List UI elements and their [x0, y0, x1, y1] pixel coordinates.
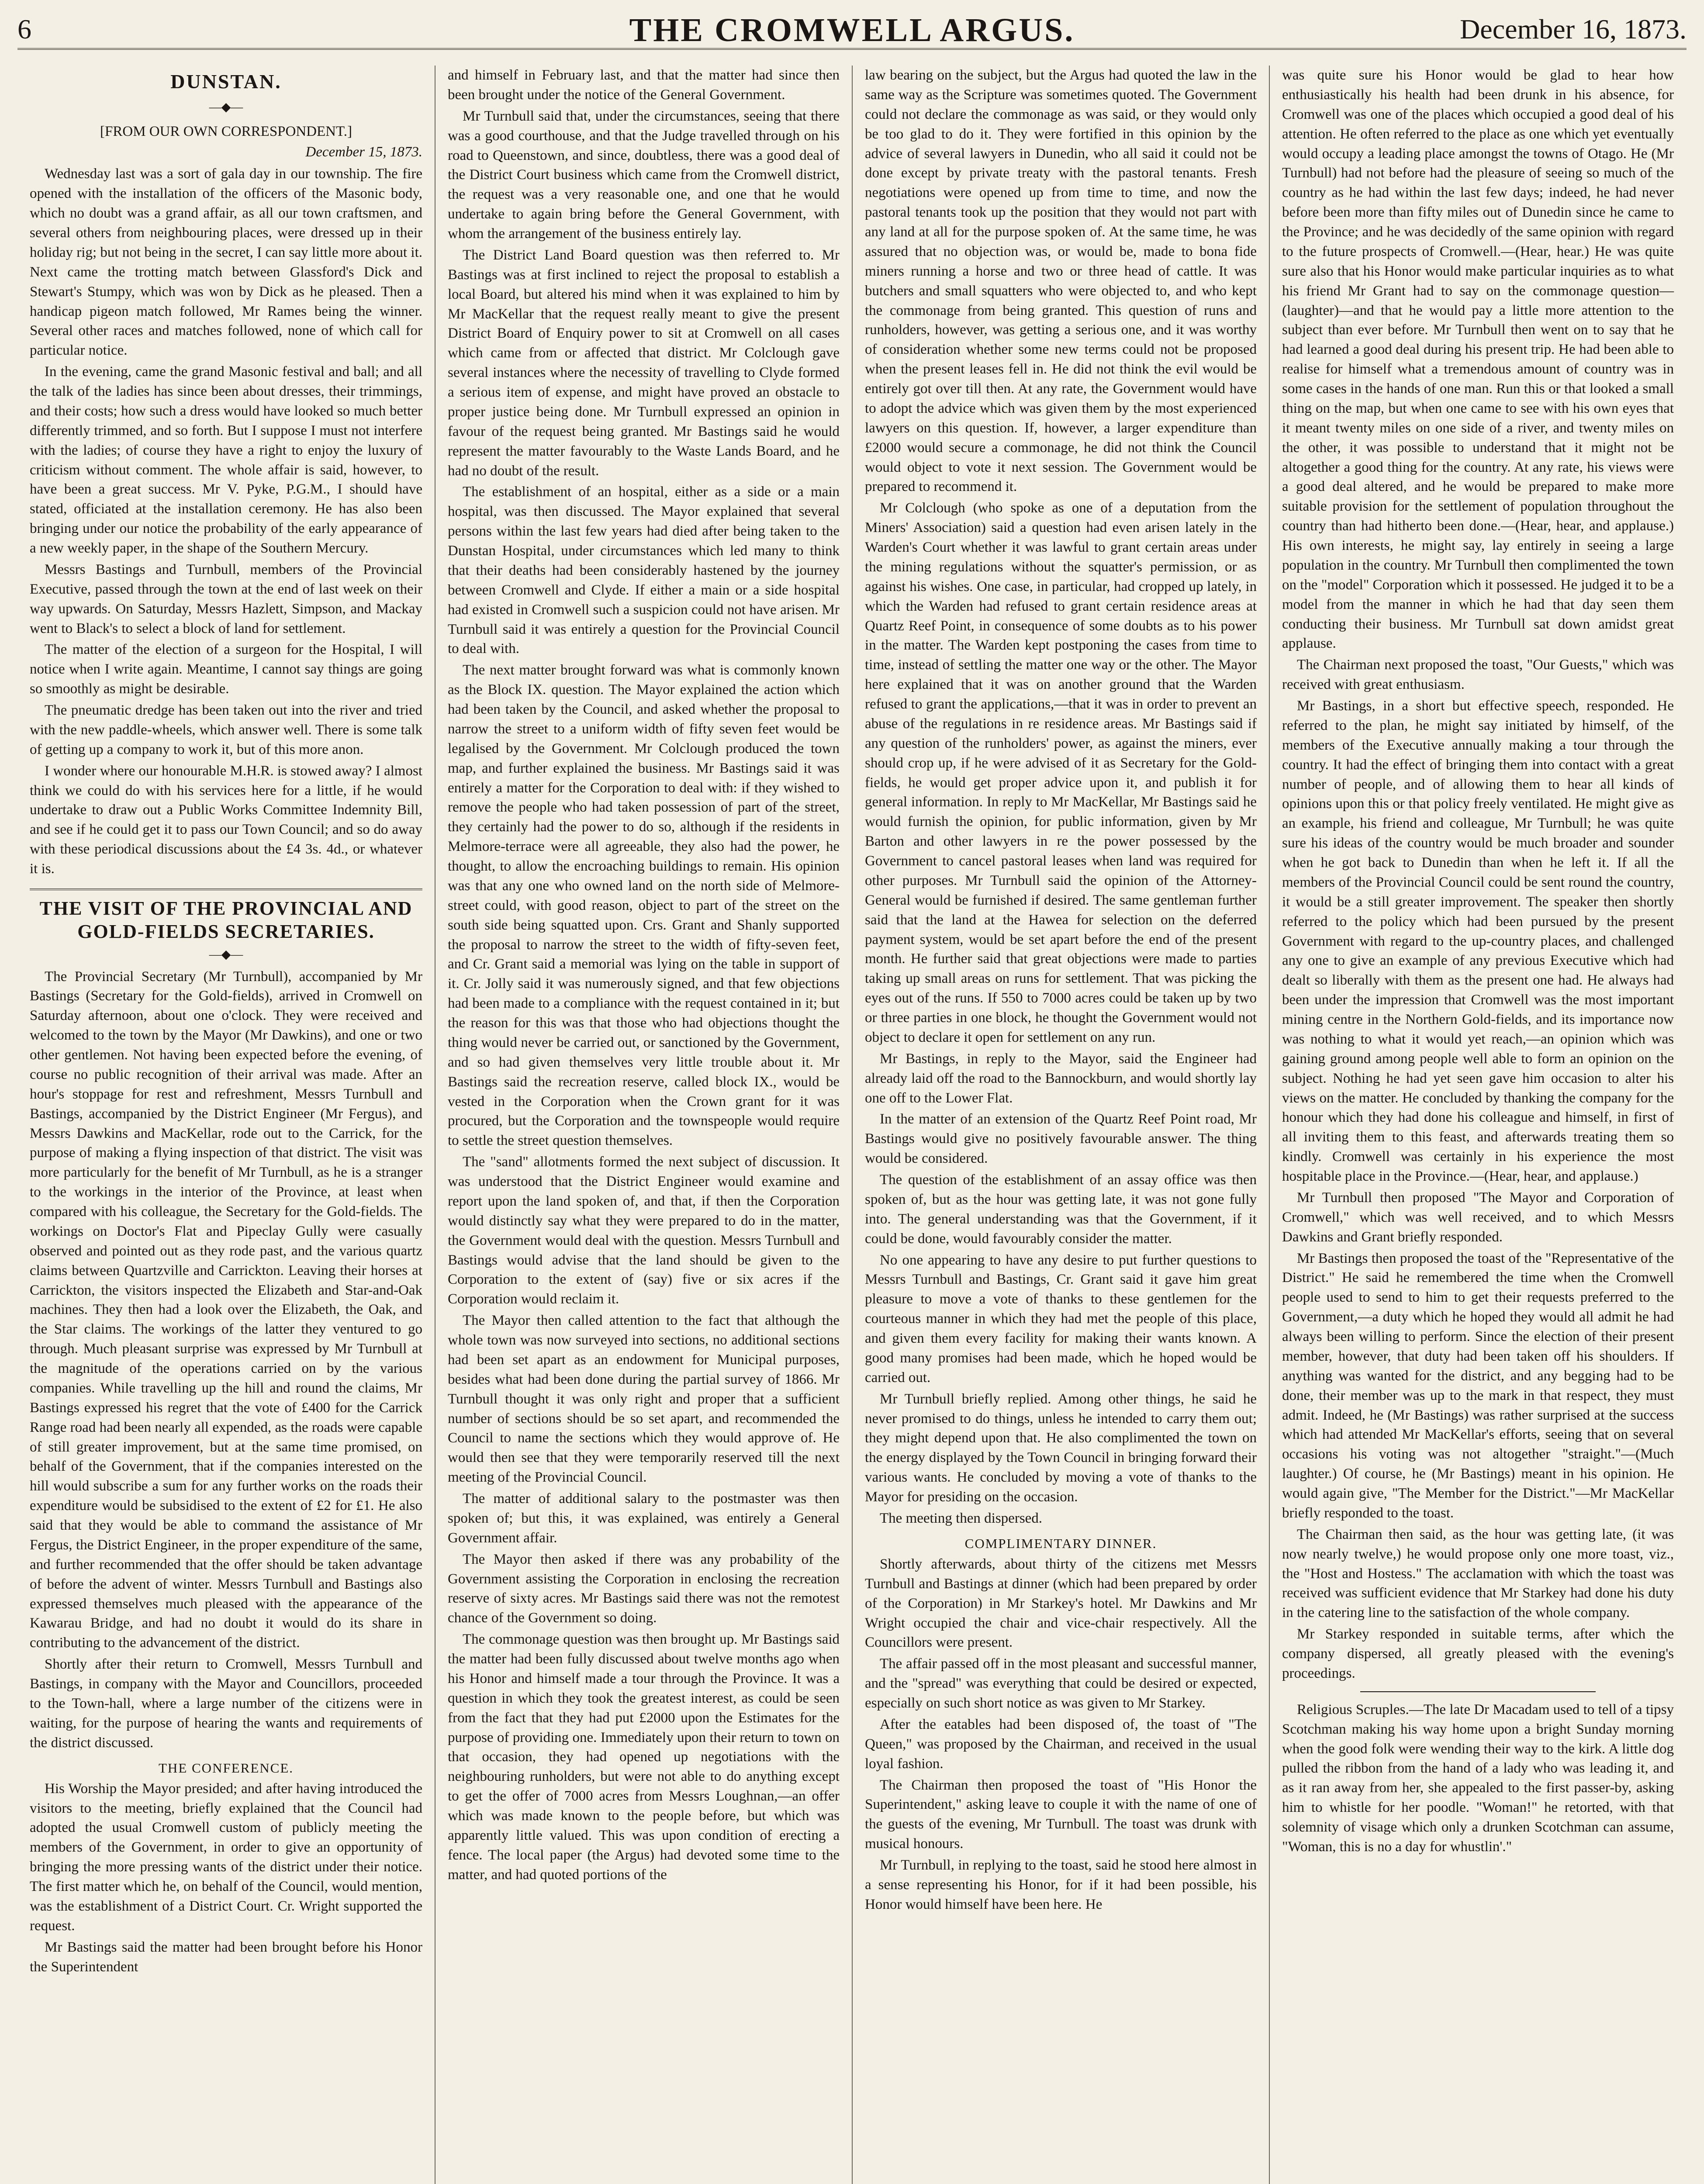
article-paragraph: The next matter brought forward was what is commonly known as the Block IX. question. The Mayor explained the action which had been taken by the Council, and asked whether the proposal to narrow the street to a uniform width of fifty seven feet would be legalised by the Government. Mr Colclough produced the town map, and further explained the business. Mr Bastings said it was entirely a matter for the Corporation to deal with: if they wished to remove the people who had taken possession of part of the street, they certainly had the power to do so, although if the residents in Melmore-terrace were all agreeable, they also had the power, he thought, to allow the encroaching buildings to remain. His opinion was that any one who owned land on the north side of Melmore-street could, with good reason, object to part of the street on the south side being squatted upon. Crs. Grant and Shanly supported the proposal to narrow the street to the width of fifty-seven feet, and Cr. Grant said a memorial was lying on the table in support of it. Cr. Jolly said it was numerously signed, and that few objections had been made to a compliance with the request contained in it; but the reason for this was that those who had objections thought the thing would never be carried out, or sanctioned by the Government, and so had given themselves very little trouble about it. Mr Bastings said the recreation reserve, called block IX., would be vested in the Corporation when the Crown grant for it was procured, but the Corporation and the townspeople would require to settle the street question themselves.	[448, 662, 840, 1149]
article-paragraph: law bearing on the subject, but the Argus had quoted the law in the same way as the Scripture was sometimes quoted. The Government could not declare the commonage as was said, or they would only be too glad to do it. They were fortified in this opinion by the advice of several lawyers in Dunedin, who all said it could not be done except by private treaty with the pastoral tenants. Fresh negotiations were opened up from time to time, and now the pastoral tenants took up the position that they would not part with any land at all for the purpose spoken of. At the same time, he was assured that no objection was, or would be, made to bona fide miners running a horse and two or three head of cattle. It was butchers and small squatters who were objected to, and who kept the commonage from being granted. This question of runs and runholders, however, was getting a serious one, and it was worthy of consideration whether some new terms could not be proposed when the present leases fell in. He did not think the evil would be entirely got over till then. At any rate, the Government would have to adopt the advice which was given them by the most experienced lawyers on this question. If, however, a larger expenditure than £2000 would secure a commonage, he did not think the Council would object to vote it next session. The Government would be prepared to recommend it.	[865, 67, 1257, 495]
column-2	[435, 66, 852, 2184]
section-divider	[1360, 1691, 1595, 1692]
article-paragraph: The pneumatic dredge has been taken out into the river and tried with the new paddle-wheels, which answer well. There is some talk of getting up a company to work it, but of this more anon.	[30, 702, 422, 757]
dunstan-heading: DUNSTAN.	[170, 70, 282, 93]
article-paragraph: and himself in February last, and that the matter had since then been brought under the notice of the General Government.	[448, 67, 840, 103]
article-paragraph: Mr Turnbull, in replying to the toast, said he stood here almost in a sense representing his Honor, for if it had been possible, his Honor would himself have been here. He	[865, 1857, 1257, 1912]
article-paragraph: Mr Starkey responded in suitable terms, after which the company dispersed, all greatly pleased with the evening's proceedings.	[1282, 1626, 1674, 1681]
newspaper-columns	[17, 66, 1687, 2184]
issue-date: December 16, 1873.	[1460, 14, 1687, 45]
byline: [FROM OUR OWN CORRESPONDENT.]	[100, 123, 352, 139]
dinner-subheading: COMPLIMENTARY DINNER.	[964, 1535, 1157, 1551]
conference-subheading: THE CONFERENCE.	[159, 1760, 294, 1776]
article-paragraph: Mr Turnbull then proposed "The Mayor and Corporation of Cromwell," which was well received, and to which Messrs Dawkins and Grant briefly responded.	[1282, 1189, 1674, 1245]
column-1	[17, 66, 435, 2184]
ornament-divider: —◆—	[209, 100, 243, 114]
section-divider	[30, 888, 422, 890]
article-paragraph: Mr Bastings, in a short but effective speech, responded. He referred to the plan, he might say initiated by himself, of the members of the Executive annually making a tour through the country. It had the effect of bringing them into contact with a great number of people, and of allowing them to hear all kinds of opinions upon this or that policy freely ventilated. He might give as an example, his friend and colleague, Mr Turnbull; he was quite sure his ideas of the country would be much broader and sounder when he got back to Dunedin than when he left it. If all the members of the Provincial Council could be sent round the country, it would be a still greater improvement. The speaker then shortly referred to the policy which had been pursued by the present Government with regard to the up-country places, and challenged any one to give an example of any previous Executive which had dealt so liberally with them as the present one had. He always had been under the impression that Cromwell was the most important mining centre in the Northern Gold-fields, and its importance now was nothing to what it would yet reach,—an opinion which was gaining ground among people well able to form an opinion on the subject. Nothing he had yet seen gave him occasion to alter his views on the matter. He concluded by thanking the company for the honour which they had done his colleague and himself, in first of all inviting them to this feast, and afterwards treating them so kindly. Cromwell was certainly in his experience the most hospitable place in the Province.—(Hear, hear, and applause.)	[1282, 698, 1674, 1184]
article-paragraph: Messrs Bastings and Turnbull, members of the Provincial Executive, passed through the town at the end of last week on their way upwards. On Saturday, Messrs Hazlett, Simpson, and Mackay went to Black's to select a block of land for settlement.	[30, 561, 422, 636]
ornament-divider: —◆—	[209, 948, 243, 962]
article-paragraph: Mr Bastings then proposed the toast of the "Representative of the District." He said he remembered the time when the Cromwell people used to send to him to get their requests preferred to the Government,—a duty which he hoped they would all admit he had always been willing to perform. Since the election of their present member, however, that duty had been taken off his shoulders. If anything was wanted for the district, and any begging had to be done, their member was up to the mark in that respect, they must admit. Indeed, he (Mr Bastings) was rather surprised at the success which had attended Mr MacKellar's efforts, seeing that on several occasions his voting was not altogether "straight."—(Much laughter.) Of course, he (Mr Bastings) meant in his opinion. He would again give, "The Member for the District."—Mr MacKellar briefly responded to the toast.	[1282, 1250, 1674, 1521]
article-paragraph: I wonder where our honourable M.H.R. is stowed away? I almost think we could do with his services here for a little, if he would undertake to draw out a Public Works Committee Indemnity Bill, and see if he could get it to pass our Town Council; and so do away with these periodical discussions about the £4 3s. 4d., or whatever it is.	[30, 763, 422, 877]
article-paragraph: The "sand" allotments formed the next subject of discussion. It was understood that the District Engineer would examine and report upon the land spoken of, and that, if then the Corporation would distinctly say what they were prepared to do in the matter, the Government would deal with the question. Messrs Turnbull and Bastings would advise that the land should be given to the Corporation to the extent of (say) five or six acres if the Corporation would reclaim it.	[448, 1154, 840, 1307]
religious-scruples-paragraph: Religious Scruples.—The late Dr Macadam used to tell of a tipsy Scotchman making his way home upon a bright Sunday morning when the good folk were wending their way to the kirk. A little dog pulled the ribbon from the hand of a lady who was leading it, and as it ran away from her, she appealed to the first passer-by, asking him to whistle for her poodle. "Woman!" he retorted, with that solemnity of visage which only a drunken Scotchman can assume, "Woman, this is no a day for whustlin'."	[1282, 1701, 1674, 1855]
article-paragraph: The Chairman then proposed the toast of "His Honor the Superintendent," asking leave to couple it with the name of one of the guests of the evening, Mr Turnbull. The toast was drunk with musical honours.	[865, 1777, 1257, 1852]
article-paragraph: The commonage question was then brought up. Mr Bastings said the matter had been fully discussed about twelve months ago when his Honor and himself made a tour through the Province. It was a question in which they took the greatest interest, as could be seen from the fact that they had put £2000 upon the Estimates for the purpose of providing one. Immediately upon their return to town on that occasion, they had opened up negotiations with the neighbouring runholders, but were not able to do anything except to get the offer of 7000 acres from Messrs Loughnan,—an offer which was made known to the people before, but which was apparently little valued. This was upon condition of erecting a fence. The local paper (the Argus) had devoted some time to the matter, and had quoted portions of the	[448, 1631, 840, 1883]
newspaper-title: THE CROMWELL ARGUS.	[629, 12, 1075, 48]
article-paragraph: Mr Bastings said the matter had been brought before his Honor the Superintendent	[30, 1939, 422, 1975]
visit-heading: THE VISIT OF THE PROVINCIAL AND GOLD-FIELDS SECRETARIES.	[39, 897, 413, 942]
article-paragraph: The Chairman next proposed the toast, "Our Guests," which was received with great enthusiasm.	[1282, 657, 1674, 693]
article-paragraph: The Mayor then asked if there was any probability of the Government assisting the Corporation in enclosing the recreation reserve of sixty acres. Mr Bastings said there was not the remotest chance of the Government so doing.	[448, 1551, 840, 1626]
article-paragraph: The Mayor then called attention to the fact that although the whole town was now surveyed into sections, no additional sections had been set apart as an endowment for Municipal purposes, besides what had been done during the partial survey of 1866. Mr Turnbull thought it was only right and proper that a sufficient number of sections should be so set apart, and recommended the Council to name the sections which they would approve of. He would then see that they were temporarily reserved till the next meeting of the Provincial Council.	[448, 1313, 840, 1486]
article-paragraph: In the matter of an extension of the Quartz Reef Point road, Mr Bastings would give no positively favourable answer. The thing would be considered.	[865, 1111, 1257, 1167]
article-paragraph: was quite sure his Honor would be glad to hear how enthusiastically his health had been drunk in his absence, for Cromwell was one of the places which occupied a good deal of his attention. He often referred to the place as one which yet eventually would occupy a leading place amongst the towns of Otago. He (Mr Turnbull) had not before had the pleasure of seeing so much of the country as he had within the last few days; indeed, he had never before been more than fifty miles out of Dunedin since he came to the Province; and he was decidedly of the same opinion with regard to the future prospects of Cromwell.—(Hear, hear.) He was quite sure also that his Honor would make particular inquiries as to what his friend Mr Grant had to say on the commonage question—(laughter)—and that he would pay a little more attention to the subject than ever before. Mr Turnbull then went on to say that he had learned a good deal during his present trip. He had been able to realise for himself what a tremendous amount of country was in some cases in the hands of one man. Run this or that looked a small thing on the map, but when one came to see with his own eyes that it meant twenty miles on one side of a river, and twenty miles on the other, it was possible to understand that it might not be altogether a good thing for the country. At any rate, his views were a good deal altered, and he would be prepared to make more suitable provision for the settlement of population throughout the country than had hitherto been done.—(Hear, hear, and applause.) His own interests, he might say, lay entirely in seeing a large population in the country. Mr Turnbull then complimented the town on the "model" Corporation which it possessed. He judged it to be a model from the manner in which he had that day seen them conducting their business. Mr Turnbull sat down amidst great applause.	[1282, 67, 1674, 652]
article-paragraph: In the evening, came the grand Masonic festival and ball; and all the talk of the ladies has since been about dresses, their trimmings, and their costs; how such a dress would have looked so much better differently trimmed, and so forth. But I suppose I must not interfere with the ladies; of course they have a right to enjoy the luxury of criticism without comment. The whole affair is said, however, to have been a great success. Mr V. Pyke, P.G.M., I should have stated, officiated at the installation ceremony. He has also been bringing under our notice the probability of the early appearance of a new weekly paper, in the shape of the Southern Mercury.	[30, 364, 422, 556]
article-paragraph: The Chairman then said, as the hour was getting late, (it was now nearly twelve,) he would propose only one more toast, viz., the "Host and Hostess." The acclamation with which the toast was received was sufficient evidence that Mr Starkey had done his duty in the catering line to the satisfaction of the whole company.	[1282, 1526, 1674, 1621]
column-4	[1269, 66, 1686, 2184]
page-number: 6	[17, 14, 31, 45]
article-paragraph: The Provincial Secretary (Mr Turnbull), accompanied by Mr Bastings (Secretary for the Gold-fields), arrived in Cromwell on Saturday afternoon, about one o'clock. They were received and welcomed to the town by the Mayor (Mr Dawkins), and one or two other gentlemen. Not having been expected before the evening, of course no public recognition of their arrival was made. After an hour's stoppage for rest and refreshment, Messrs Turnbull and Bastings, accompanied by the District Engineer (Mr Fergus), and Messrs Dawkins and MacKellar, rode out to the Carrick, for the purpose of making a flying inspection of that district. The visit was more particularly for the benefit of Mr Turnbull, as he is a stranger to the workings in the interior of the Province, at least when compared with his colleague, the Secretary for the Gold-fields. The workings on Doctor's Flat and Pipeclay Gully were casually observed and pointed out as they rode past, and the various quartz claims between Quartzville and Carrickton. Leaving their horses at Carrickton, the visitors inspected the Elizabeth and Star-and-Oak machines. They then had a look over the Elizabeth, the Oak, and the Star claims. The workings of the latter they ventured to go through. Much pleasant surprise was expressed by Mr Turnbull at the magnitude of the operations carried on by the various companies. While travelling up the hill and round the claims, Mr Bastings expressed his regret that the vote of £400 for the Carrick Range road had been nearly all expended, as the roads were capable of still greater improvement, but at the same time promised, on behalf of the Government, that if the companies interested on the hill would subscribe a sum for any further works on the roads their expenditure would be subsidised to the extent of £2 for £1. He also said that they would be able to command the assistance of Mr Fergus, the District Engineer, in the proper expenditure of the same, and further recommended that the offer should be taken advantage of before the advent of winter. Messrs Turnbull and Bastings also expressed themselves much pleased with the appearance of the Kawarau Bridge, and had no doubt it would do its share in contributing to the advancement of the district.	[30, 968, 422, 1651]
article-paragraph: The affair passed off in the most pleasant and successful manner, and the "spread" was everything that could be desired or expected, especially on such short notice as was given to Mr Starkey.	[865, 1656, 1257, 1711]
article-paragraph: After the eatables had been disposed of, the toast of "The Queen," was proposed by the Chairman, and received in the usual loyal fashion.	[865, 1716, 1257, 1772]
article-paragraph: Wednesday last was a sort of gala day in our township. The fire opened with the installation of the officers of the Masonic body, which no doubt was a grand affair, as all our town craftsmen, and several others from neighbouring places, were dressed up in their holiday rig; but not being in the secret, I can say little more about it. Next came the trotting match between Glassford's Dick and Stewart's Stumpy, which was won by Dick as he pleased. Then a handicap pigeon match followed, Mr Rames being the winner. Several other races and matches followed, none of which call for particular notice.	[30, 166, 422, 359]
article-paragraph: The establishment of an hospital, either as a side or a main hospital, was then discussed. The Mayor explained that several persons within the last few years had died after being taken to the Dunstan Hospital, under circumstances which led many to think that their deaths had been considerably hastened by the journey between Cromwell and Clyde. If either a main or a side hospital had existed in Cromwell such a suspicion could not have arisen. Mr Turnbull said it was entirely a question for the Provincial Council to deal with.	[448, 484, 840, 657]
article-paragraph: The matter of additional salary to the postmaster was then spoken of; but this, it was explained, was entirely a General Government affair.	[448, 1491, 840, 1546]
article-paragraph: Shortly after their return to Cromwell, Messrs Turnbull and Bastings, in company with the Mayor and Councillors, proceeded to the Town-hall, where a large number of the citizens were in waiting, for the purpose of hearing the wants and requirements of the district discussed.	[30, 1656, 422, 1751]
article-paragraph: Shortly afterwards, about thirty of the citizens met Messrs Turnbull and Bastings at dinner (which had been prepared by order of the Corporation) in Mr Starkey's hotel. Mr Dawkins and Mr Wright occupied the chair and vice-chair respectively. All the Councillors were present.	[865, 1556, 1257, 1651]
article-paragraph: The District Land Board question was then referred to. Mr Bastings was at first inclined to reject the proposal to establish a local Board, but altered his mind when it was explained to him by Mr MacKellar that the request really meant to give the present District Board of Enquiry power to sit at Cromwell on all cases which came from or affected that district. Mr Colclough gave several instances where the necessity of travelling to Clyde formed a serious item of expense, and might have proved an obstacle to proper justice being done. Mr Turnbull expressed an opinion in favour of the request being granted. Mr Bastings said he would represent the matter favourably to the Waste Lands Board, and he had no doubt of the result.	[448, 247, 840, 479]
article-paragraph: Mr Turnbull said that, under the circumstances, seeing that there was a good courthouse, and that the Judge travelled through on his road to Queenstown, and since, doubtless, there was a good deal of the District Court business which came from the Cromwell district, the request was a very reasonable one, and one that he would undertake to again bring before the General Government, with whom the arrangement of the business entirely lay.	[448, 108, 840, 242]
masthead	[17, 9, 1687, 50]
article-paragraph: His Worship the Mayor presided; and after having introduced the visitors to the meeting, briefly explained that the Council had adopted the usual Cromwell custom of publicly meeting the members of the Government, in order to give an opportunity of bringing the more pressing wants of the district under their notice. The first matter which he, on behalf of the Council, would mention, was the establishment of a District Court. Cr. Wright supported the request.	[30, 1780, 422, 1934]
article-paragraph: No one appearing to have any desire to put further questions to Messrs Turnbull and Bastings, Cr. Grant said it gave him great pleasure to move a vote of thanks to these gentlemen for the courteous manner in which they had met the people of this place, and given them every facility for making their wants known. A good many promises had been made, which he hoped would be carried out.	[865, 1252, 1257, 1386]
column-3	[852, 66, 1269, 2184]
article-paragraph: Mr Colclough (who spoke as one of a deputation from the Miners' Association) said a question had even arisen lately in the Warden's Court whether it was lawful to grant certain areas under the mining regulations without the squatter's permission, or as against his wishes. One case, in particular, had cropped up lately, in which the Warden had refused to grant certain residence areas at Quartz Reef Point, in consequence of some doubts as to his power in the matter. The Warden kept postponing the cases from time to time, instead of settling the matter one way or the other. The Mayor here explained that it was on another ground that the Warden refused to grant the applications,—that it was in order to prevent an abuse of the regulations in re residence areas. Mr Bastings said if any question of the runholders' power, as against the miners, ever should crop up, if he were advised of it as Secretary for the Gold-fields, he would get proper advice upon it, and publish it for general information. In reply to Mr MacKellar, Mr Bastings said he would furnish the opinion, for public information, given by Mr Barton and other lawyers in re the power possessed by the Government to cancel pastoral leases when land was required for other purposes. Mr Turnbull said the opinion of the Attorney-General would be furnished if desired. The same gentleman further said that the land at the Hawea for selection on the deferred payment system, would be set apart before the end of the present month. He further said that great objections were made to parties taking up small areas on runs for settlement. That was picking the eyes out of the runs. If 550 to 7000 acres could be taken up by two or three parties in one block, he thought the Government would not object to declare it open for settlement on any run.	[865, 500, 1257, 1045]
article-paragraph: Mr Bastings, in reply to the Mayor, said the Engineer had already laid off the road to the Bannockburn, and would shortly lay one off to the Lower Flat.	[865, 1051, 1257, 1106]
article-paragraph: The question of the establishment of an assay office was then spoken of, but as the hour was getting late, it was not gone fully into. The general understanding was that the Government, if it could be done, would favourably consider the matter.	[865, 1172, 1257, 1247]
article-paragraph: The matter of the election of a surgeon for the Hospital, I will notice when I write again. Meantime, I cannot say things are going so smoothly as might be desirable.	[30, 642, 422, 697]
article-paragraph: Mr Turnbull briefly replied. Among other things, he said he never promised to do things, unless he intended to carry them out; they might depend upon that. He also complimented the town on the energy displayed by the Town Council in bringing forward their various wants. He concluded by moving a vote of thanks to the Mayor for presiding on the occasion.	[865, 1391, 1257, 1505]
article-paragraph: The meeting then dispersed.	[880, 1510, 1043, 1526]
dateline: December 15, 1873.	[305, 144, 422, 160]
